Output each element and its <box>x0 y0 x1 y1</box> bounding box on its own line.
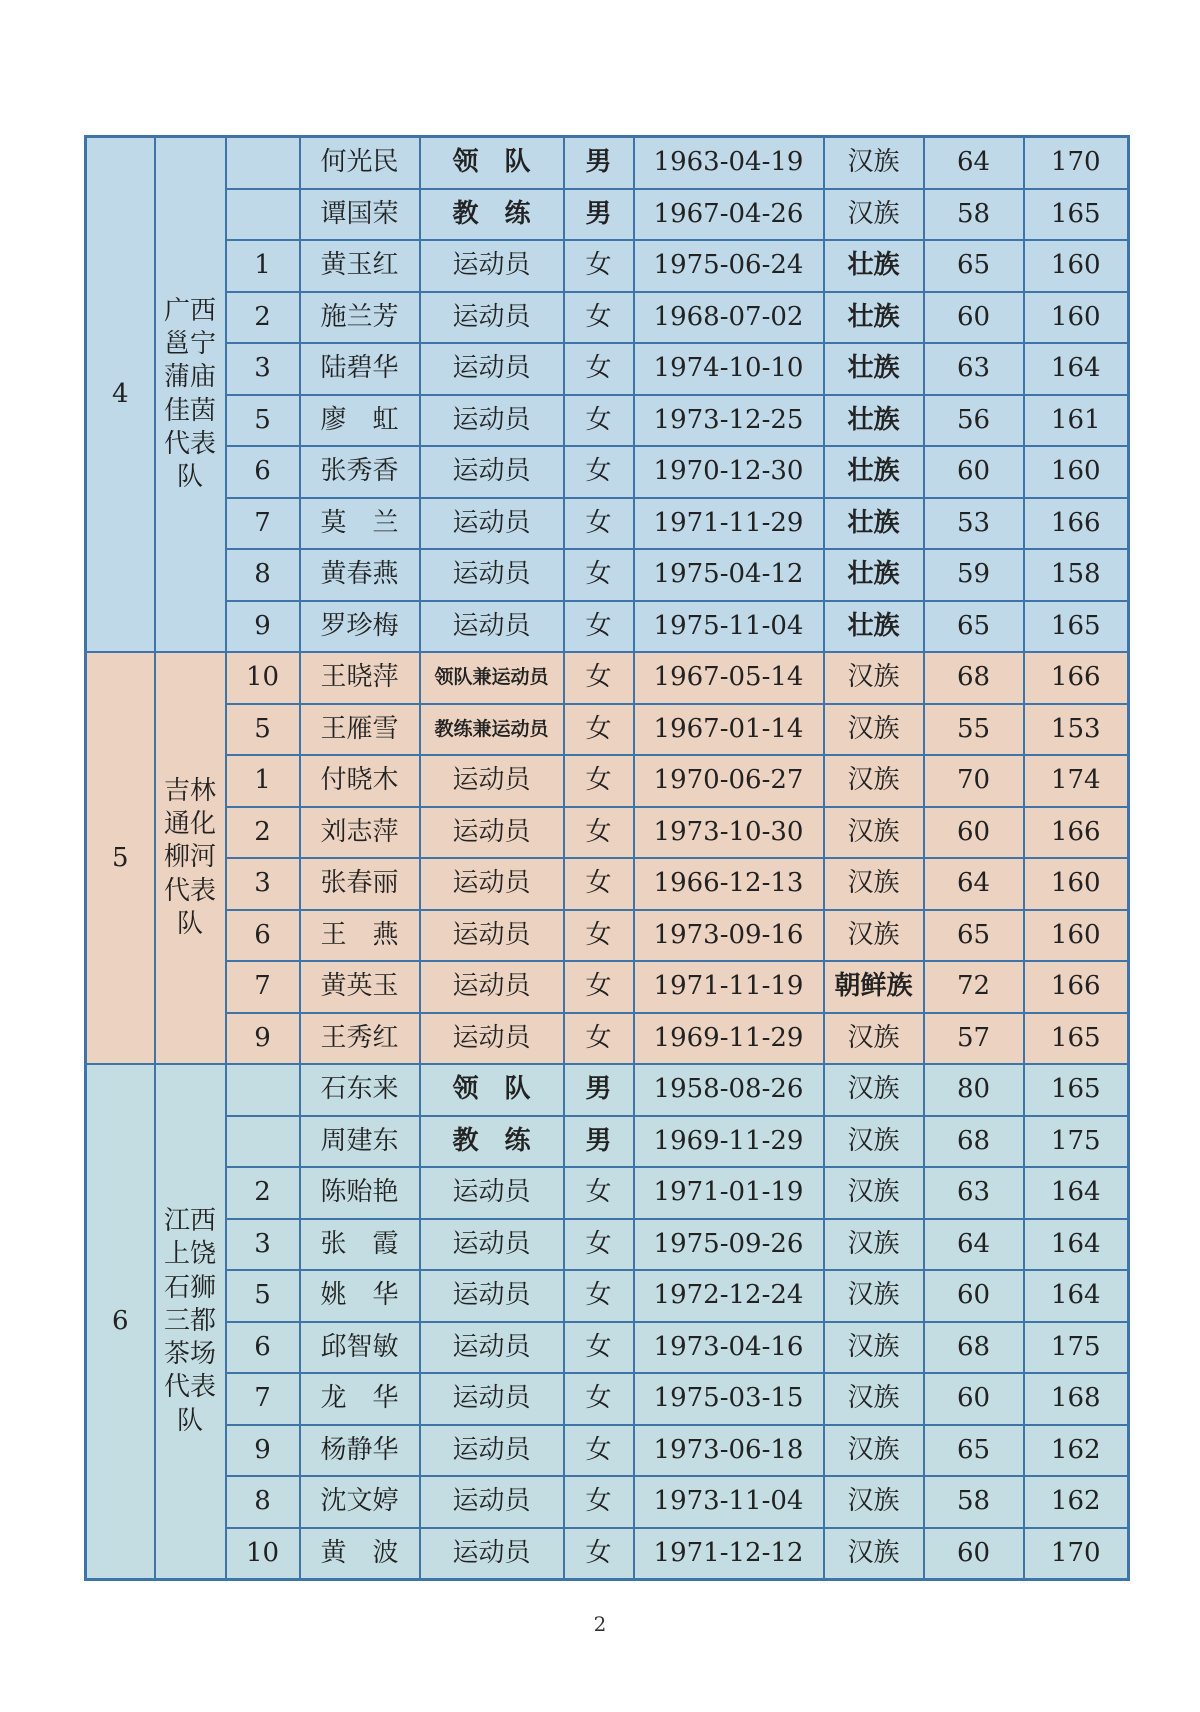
member-number: 6 <box>226 446 300 498</box>
member-sex: 女 <box>564 446 634 498</box>
member-number <box>226 137 300 189</box>
member-ethnicity: 汉族 <box>824 704 924 756</box>
member-birthdate: 1975-09-26 <box>634 1219 824 1271</box>
table-row <box>86 343 1129 395</box>
member-role: 运动员 <box>420 1476 564 1528</box>
table-row <box>86 807 1129 859</box>
member-name: 施兰芳 <box>300 292 420 344</box>
member-sex: 女 <box>564 1270 634 1322</box>
member-name: 张秀香 <box>300 446 420 498</box>
member-birthdate: 1975-06-24 <box>634 240 824 292</box>
table-row <box>86 1373 1129 1425</box>
member-height: 160 <box>1024 910 1129 962</box>
member-role: 运动员 <box>420 343 564 395</box>
member-name: 罗珍梅 <box>300 601 420 653</box>
table-row <box>86 137 1129 189</box>
member-number: 5 <box>226 1270 300 1322</box>
table-row <box>86 961 1129 1013</box>
table-row <box>86 1167 1129 1219</box>
table-row <box>86 189 1129 241</box>
member-sex: 女 <box>564 704 634 756</box>
member-sex: 女 <box>564 1528 634 1580</box>
member-number: 9 <box>226 601 300 653</box>
member-ethnicity: 汉族 <box>824 1064 924 1116</box>
member-weight: 64 <box>924 858 1024 910</box>
member-role: 运动员 <box>420 1373 564 1425</box>
member-number: 6 <box>226 1322 300 1374</box>
table-row <box>86 1425 1129 1477</box>
member-weight: 58 <box>924 189 1024 241</box>
member-role: 运动员 <box>420 292 564 344</box>
member-ethnicity: 汉族 <box>824 189 924 241</box>
table-row <box>86 1270 1129 1322</box>
member-sex: 女 <box>564 1219 634 1271</box>
member-number: 9 <box>226 1425 300 1477</box>
member-name: 谭国荣 <box>300 189 420 241</box>
table-row <box>86 910 1129 962</box>
member-ethnicity: 汉族 <box>824 1219 924 1271</box>
member-name: 黄英玉 <box>300 961 420 1013</box>
member-birthdate: 1971-01-19 <box>634 1167 824 1219</box>
member-number: 7 <box>226 498 300 550</box>
member-sex: 男 <box>564 1064 634 1116</box>
member-sex: 女 <box>564 755 634 807</box>
member-ethnicity: 汉族 <box>824 1322 924 1374</box>
member-birthdate: 1958-08-26 <box>634 1064 824 1116</box>
member-name: 莫 兰 <box>300 498 420 550</box>
member-ethnicity: 汉族 <box>824 1013 924 1065</box>
member-role: 运动员 <box>420 755 564 807</box>
member-ethnicity: 壮族 <box>824 498 924 550</box>
member-birthdate: 1973-12-25 <box>634 395 824 447</box>
member-height: 160 <box>1024 240 1129 292</box>
member-role: 领队兼运动员 <box>420 652 564 704</box>
member-role: 运动员 <box>420 1322 564 1374</box>
member-weight: 65 <box>924 1425 1024 1477</box>
member-birthdate: 1969-11-29 <box>634 1013 824 1065</box>
member-number: 3 <box>226 1219 300 1271</box>
member-number: 7 <box>226 961 300 1013</box>
member-height: 166 <box>1024 652 1129 704</box>
member-name: 石东来 <box>300 1064 420 1116</box>
team-name-cell <box>155 137 226 653</box>
table-row <box>86 292 1129 344</box>
member-height: 164 <box>1024 343 1129 395</box>
team-name-cell <box>155 652 226 1064</box>
member-ethnicity: 壮族 <box>824 292 924 344</box>
member-height: 165 <box>1024 189 1129 241</box>
member-sex: 女 <box>564 652 634 704</box>
member-height: 175 <box>1024 1116 1129 1168</box>
member-ethnicity: 汉族 <box>824 1425 924 1477</box>
member-sex: 女 <box>564 1167 634 1219</box>
member-birthdate: 1974-10-10 <box>634 343 824 395</box>
member-ethnicity: 汉族 <box>824 137 924 189</box>
member-height: 162 <box>1024 1476 1129 1528</box>
member-weight: 65 <box>924 601 1024 653</box>
table-row <box>86 498 1129 550</box>
member-role: 运动员 <box>420 1270 564 1322</box>
member-role: 教 练 <box>420 1116 564 1168</box>
member-birthdate: 1971-11-19 <box>634 961 824 1013</box>
member-name: 张 霞 <box>300 1219 420 1271</box>
page-number: 2 <box>593 1612 607 1636</box>
member-number: 9 <box>226 1013 300 1065</box>
member-birthdate: 1973-04-16 <box>634 1322 824 1374</box>
member-sex: 女 <box>564 240 634 292</box>
member-height: 164 <box>1024 1219 1129 1271</box>
table-row <box>86 1476 1129 1528</box>
member-birthdate: 1975-04-12 <box>634 549 824 601</box>
member-weight: 68 <box>924 652 1024 704</box>
member-number <box>226 189 300 241</box>
member-height: 160 <box>1024 858 1129 910</box>
member-role: 运动员 <box>420 1425 564 1477</box>
member-birthdate: 1973-06-18 <box>634 1425 824 1477</box>
member-weight: 63 <box>924 343 1024 395</box>
member-role: 运动员 <box>420 1167 564 1219</box>
member-number: 7 <box>226 1373 300 1425</box>
member-role: 运动员 <box>420 807 564 859</box>
member-ethnicity: 壮族 <box>824 446 924 498</box>
member-role: 教练兼运动员 <box>420 704 564 756</box>
member-number: 5 <box>226 395 300 447</box>
team-name: 吉林通化柳河代表队 <box>163 775 216 939</box>
member-weight: 60 <box>924 292 1024 344</box>
member-height: 166 <box>1024 961 1129 1013</box>
member-height: 166 <box>1024 498 1129 550</box>
member-weight: 55 <box>924 704 1024 756</box>
table-row <box>86 1219 1129 1271</box>
member-number: 1 <box>226 240 300 292</box>
member-height: 165 <box>1024 1013 1129 1065</box>
member-birthdate: 1968-07-02 <box>634 292 824 344</box>
member-ethnicity: 汉族 <box>824 1116 924 1168</box>
member-sex: 女 <box>564 1013 634 1065</box>
member-role: 领 队 <box>420 137 564 189</box>
table-row <box>86 1064 1129 1116</box>
member-height: 165 <box>1024 601 1129 653</box>
member-birthdate: 1973-10-30 <box>634 807 824 859</box>
table-row <box>86 395 1129 447</box>
member-role: 运动员 <box>420 858 564 910</box>
member-height: 168 <box>1024 1373 1129 1425</box>
member-role: 运动员 <box>420 1528 564 1580</box>
member-ethnicity: 壮族 <box>824 240 924 292</box>
member-name: 廖 虹 <box>300 395 420 447</box>
member-role: 运动员 <box>420 910 564 962</box>
member-number: 2 <box>226 292 300 344</box>
member-role: 教 练 <box>420 189 564 241</box>
member-name: 王秀红 <box>300 1013 420 1065</box>
member-name: 王雁雪 <box>300 704 420 756</box>
member-number: 6 <box>226 910 300 962</box>
member-weight: 56 <box>924 395 1024 447</box>
member-role: 运动员 <box>420 601 564 653</box>
member-birthdate: 1975-03-15 <box>634 1373 824 1425</box>
member-sex: 女 <box>564 292 634 344</box>
member-number: 1 <box>226 755 300 807</box>
member-height: 166 <box>1024 807 1129 859</box>
member-ethnicity: 汉族 <box>824 1167 924 1219</box>
member-sex: 男 <box>564 1116 634 1168</box>
team-number: 5 <box>86 652 155 1064</box>
member-role: 运动员 <box>420 1013 564 1065</box>
member-ethnicity: 汉族 <box>824 1528 924 1580</box>
member-number <box>226 1116 300 1168</box>
member-ethnicity: 壮族 <box>824 395 924 447</box>
member-name: 王晓萍 <box>300 652 420 704</box>
member-ethnicity: 汉族 <box>824 807 924 859</box>
member-ethnicity: 壮族 <box>824 343 924 395</box>
member-birthdate: 1973-09-16 <box>634 910 824 962</box>
member-weight: 60 <box>924 1373 1024 1425</box>
member-sex: 女 <box>564 1476 634 1528</box>
member-number: 10 <box>226 1528 300 1580</box>
table-row <box>86 601 1129 653</box>
member-ethnicity: 汉族 <box>824 1373 924 1425</box>
member-sex: 女 <box>564 961 634 1013</box>
member-weight: 60 <box>924 446 1024 498</box>
member-weight: 64 <box>924 1219 1024 1271</box>
member-sex: 女 <box>564 1322 634 1374</box>
member-number: 3 <box>226 858 300 910</box>
member-name: 张春丽 <box>300 858 420 910</box>
member-ethnicity: 汉族 <box>824 858 924 910</box>
roster-table <box>84 135 1130 1581</box>
member-role: 运动员 <box>420 498 564 550</box>
member-sex: 女 <box>564 1373 634 1425</box>
member-birthdate: 1970-06-27 <box>634 755 824 807</box>
member-sex: 男 <box>564 189 634 241</box>
member-sex: 女 <box>564 549 634 601</box>
member-birthdate: 1966-12-13 <box>634 858 824 910</box>
member-weight: 58 <box>924 1476 1024 1528</box>
member-weight: 80 <box>924 1064 1024 1116</box>
member-number: 8 <box>226 549 300 601</box>
member-role: 领 队 <box>420 1064 564 1116</box>
member-name: 龙 华 <box>300 1373 420 1425</box>
table-row <box>86 446 1129 498</box>
member-weight: 72 <box>924 961 1024 1013</box>
table-row <box>86 858 1129 910</box>
member-height: 170 <box>1024 1528 1129 1580</box>
member-weight: 60 <box>924 807 1024 859</box>
member-sex: 女 <box>564 395 634 447</box>
member-number: 8 <box>226 1476 300 1528</box>
member-sex: 女 <box>564 343 634 395</box>
member-height: 162 <box>1024 1425 1129 1477</box>
member-weight: 57 <box>924 1013 1024 1065</box>
member-height: 160 <box>1024 446 1129 498</box>
member-name: 黄春燕 <box>300 549 420 601</box>
member-birthdate: 1967-05-14 <box>634 652 824 704</box>
member-height: 165 <box>1024 1064 1129 1116</box>
member-weight: 63 <box>924 1167 1024 1219</box>
member-name: 邱智敏 <box>300 1322 420 1374</box>
member-ethnicity: 壮族 <box>824 549 924 601</box>
member-name: 陆碧华 <box>300 343 420 395</box>
member-name: 杨静华 <box>300 1425 420 1477</box>
member-height: 175 <box>1024 1322 1129 1374</box>
table-row <box>86 240 1129 292</box>
member-ethnicity: 壮族 <box>824 601 924 653</box>
member-height: 161 <box>1024 395 1129 447</box>
table-row <box>86 755 1129 807</box>
member-role: 运动员 <box>420 549 564 601</box>
member-role: 运动员 <box>420 240 564 292</box>
member-role: 运动员 <box>420 1219 564 1271</box>
member-height: 160 <box>1024 292 1129 344</box>
member-weight: 59 <box>924 549 1024 601</box>
member-birthdate: 1972-12-24 <box>634 1270 824 1322</box>
member-ethnicity: 汉族 <box>824 1476 924 1528</box>
member-number: 5 <box>226 704 300 756</box>
member-birthdate: 1970-12-30 <box>634 446 824 498</box>
member-name: 姚 华 <box>300 1270 420 1322</box>
member-role: 运动员 <box>420 395 564 447</box>
member-sex: 女 <box>564 498 634 550</box>
member-height: 158 <box>1024 549 1129 601</box>
member-number: 2 <box>226 1167 300 1219</box>
member-number: 3 <box>226 343 300 395</box>
member-weight: 68 <box>924 1322 1024 1374</box>
member-sex: 女 <box>564 807 634 859</box>
table-row <box>86 549 1129 601</box>
table-row <box>86 1116 1129 1168</box>
member-height: 164 <box>1024 1270 1129 1322</box>
member-sex: 女 <box>564 1425 634 1477</box>
member-weight: 60 <box>924 1270 1024 1322</box>
member-name: 付晓木 <box>300 755 420 807</box>
member-sex: 女 <box>564 910 634 962</box>
member-name: 黄玉红 <box>300 240 420 292</box>
member-birthdate: 1969-11-29 <box>634 1116 824 1168</box>
member-weight: 65 <box>924 240 1024 292</box>
member-ethnicity: 朝鲜族 <box>824 961 924 1013</box>
roster-body <box>86 137 1129 1580</box>
member-weight: 64 <box>924 137 1024 189</box>
member-name: 黄 波 <box>300 1528 420 1580</box>
member-number: 2 <box>226 807 300 859</box>
member-birthdate: 1973-11-04 <box>634 1476 824 1528</box>
team-name-cell <box>155 1064 226 1580</box>
team-number: 6 <box>86 1064 155 1580</box>
member-weight: 68 <box>924 1116 1024 1168</box>
member-weight: 60 <box>924 1528 1024 1580</box>
member-height: 174 <box>1024 755 1129 807</box>
member-weight: 65 <box>924 910 1024 962</box>
member-name: 陈贻艳 <box>300 1167 420 1219</box>
member-birthdate: 1975-11-04 <box>634 601 824 653</box>
table-row <box>86 1528 1129 1580</box>
member-height: 153 <box>1024 704 1129 756</box>
member-role: 运动员 <box>420 446 564 498</box>
team-name: 江西上饶石狮三都茶场代表队 <box>163 1206 216 1436</box>
table-row <box>86 1322 1129 1374</box>
table-row <box>86 1013 1129 1065</box>
member-birthdate: 1967-01-14 <box>634 704 824 756</box>
member-number <box>226 1064 300 1116</box>
member-weight: 70 <box>924 755 1024 807</box>
member-ethnicity: 汉族 <box>824 755 924 807</box>
member-ethnicity: 汉族 <box>824 652 924 704</box>
member-weight: 53 <box>924 498 1024 550</box>
member-name: 沈文婷 <box>300 1476 420 1528</box>
member-role: 运动员 <box>420 961 564 1013</box>
member-name: 周建东 <box>300 1116 420 1168</box>
member-ethnicity: 汉族 <box>824 1270 924 1322</box>
member-name: 刘志萍 <box>300 807 420 859</box>
team-name: 广西邕宁蒲庙佳茵代表队 <box>163 295 216 493</box>
table-row <box>86 704 1129 756</box>
member-birthdate: 1971-12-12 <box>634 1528 824 1580</box>
member-birthdate: 1967-04-26 <box>634 189 824 241</box>
member-name: 王 燕 <box>300 910 420 962</box>
member-name: 何光民 <box>300 137 420 189</box>
member-sex: 男 <box>564 137 634 189</box>
member-birthdate: 1971-11-29 <box>634 498 824 550</box>
member-sex: 女 <box>564 601 634 653</box>
member-number: 10 <box>226 652 300 704</box>
table-row <box>86 652 1129 704</box>
member-height: 164 <box>1024 1167 1129 1219</box>
member-sex: 女 <box>564 858 634 910</box>
team-number: 4 <box>86 137 155 653</box>
member-birthdate: 1963-04-19 <box>634 137 824 189</box>
member-ethnicity: 汉族 <box>824 910 924 962</box>
member-height: 170 <box>1024 137 1129 189</box>
